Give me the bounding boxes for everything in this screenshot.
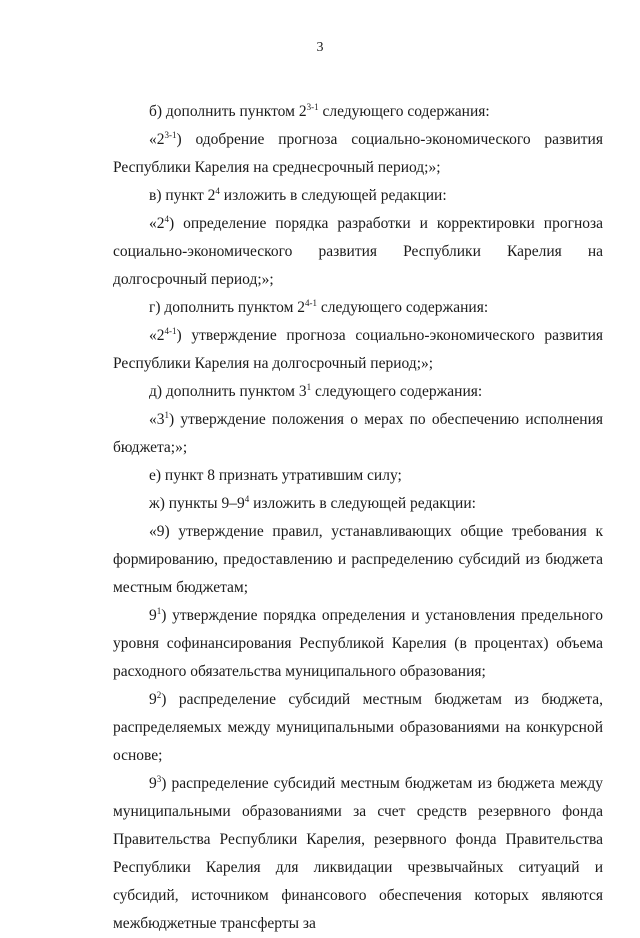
paragraph xyxy=(113,378,603,406)
paragraph-text: ) утверждение положения о мерах по обеспечению исполнения бюджета;»; xyxy=(113,411,603,456)
superscript: 1 xyxy=(164,410,169,420)
paragraph-text: следующего содержания: xyxy=(317,299,489,316)
paragraph-text: «2 xyxy=(149,131,165,148)
paragraph-text: б) дополнить пунктом 2 xyxy=(149,103,307,120)
paragraph-text: в) пункт 2 xyxy=(149,187,216,204)
paragraph-text: 9 xyxy=(149,607,157,624)
paragraph-text: «9) утверждение правил, устанавливающих общие требования к формированию, предоставлению и распределению субсидий из бюджета местным бюджетам; xyxy=(113,523,603,596)
paragraph xyxy=(113,602,603,686)
paragraph-text: следующего содержания: xyxy=(311,383,483,400)
paragraph-text: ) утверждение прогноза социально-экономического развития Республики Карелия на долгосрочный период;»; xyxy=(113,327,603,372)
paragraph-text: ) распределение субсидий местным бюджетам из бюджета между муниципальными образованиями за счет средств резервного фонда Правительства Республики Карелия, резервного фонда Правительства Республики Карелия для ликвидации чрезвычайных ситуаций и субсидий, источником финансового обеспечения которых являются межбюджетные трансферты за xyxy=(113,775,603,932)
paragraph-text: ) одобрение прогноза социально-экономического развития Республики Карелия на среднесрочный период;»; xyxy=(113,131,603,176)
paragraph-text: ) определение порядка разработки и корректировки прогноза социально-экономического развития Республики Карелия на долгосрочный период;»; xyxy=(113,215,603,288)
superscript: 3 xyxy=(156,774,162,784)
paragraph-text: 9 xyxy=(149,775,157,792)
paragraph-text: ) утверждение порядка определения и установления предельного уровня софинансирования Республикой Карелия (в процентах) объема расходного обязательства муниципального образования; xyxy=(113,607,603,680)
paragraph-text: изложить в следующей редакции: xyxy=(249,495,476,512)
paragraph xyxy=(113,406,603,462)
paragraph xyxy=(113,182,603,210)
paragraph-text: д) дополнить пунктом 3 xyxy=(149,383,307,400)
paragraph-text: следующего содержания: xyxy=(318,103,490,120)
paragraph xyxy=(113,490,603,518)
superscript: 1 xyxy=(306,382,312,392)
page-number: 3 xyxy=(316,40,324,55)
superscript: 4-1 xyxy=(305,298,318,308)
paragraph xyxy=(113,518,603,602)
document-body xyxy=(113,98,603,938)
paragraph-text: ж) пункты 9–9 xyxy=(149,495,245,512)
paragraph-text: 9 xyxy=(149,691,157,708)
superscript: 3-1 xyxy=(164,130,177,140)
superscript: 3-1 xyxy=(306,102,319,112)
paragraph xyxy=(113,126,603,182)
paragraph-text: ) распределение субсидий местным бюджетам из бюджета, распределяемых между муниципальными образованиями на конкурсной основе; xyxy=(113,691,603,764)
superscript: 4 xyxy=(215,186,220,196)
paragraph-text: г) дополнить пунктом 2 xyxy=(149,299,306,316)
superscript: 4 xyxy=(244,494,250,504)
paragraph-text: е) пункт 8 признать утратившим силу; xyxy=(149,467,402,484)
superscript: 4 xyxy=(164,214,169,224)
paragraph xyxy=(113,294,603,322)
superscript: 1 xyxy=(156,606,162,616)
paragraph xyxy=(113,770,603,938)
paragraph xyxy=(113,462,603,490)
paragraph xyxy=(113,98,603,126)
paragraph xyxy=(113,210,603,294)
paragraph xyxy=(113,686,603,770)
paragraph-text: «3 xyxy=(149,411,165,428)
paragraph xyxy=(113,322,603,378)
superscript: 2 xyxy=(156,690,162,700)
superscript: 4-1 xyxy=(164,326,177,336)
paragraph-text: изложить в следующей редакции: xyxy=(219,187,447,204)
paragraph-text: «2 xyxy=(149,327,165,344)
paragraph-text: «2 xyxy=(149,215,165,232)
